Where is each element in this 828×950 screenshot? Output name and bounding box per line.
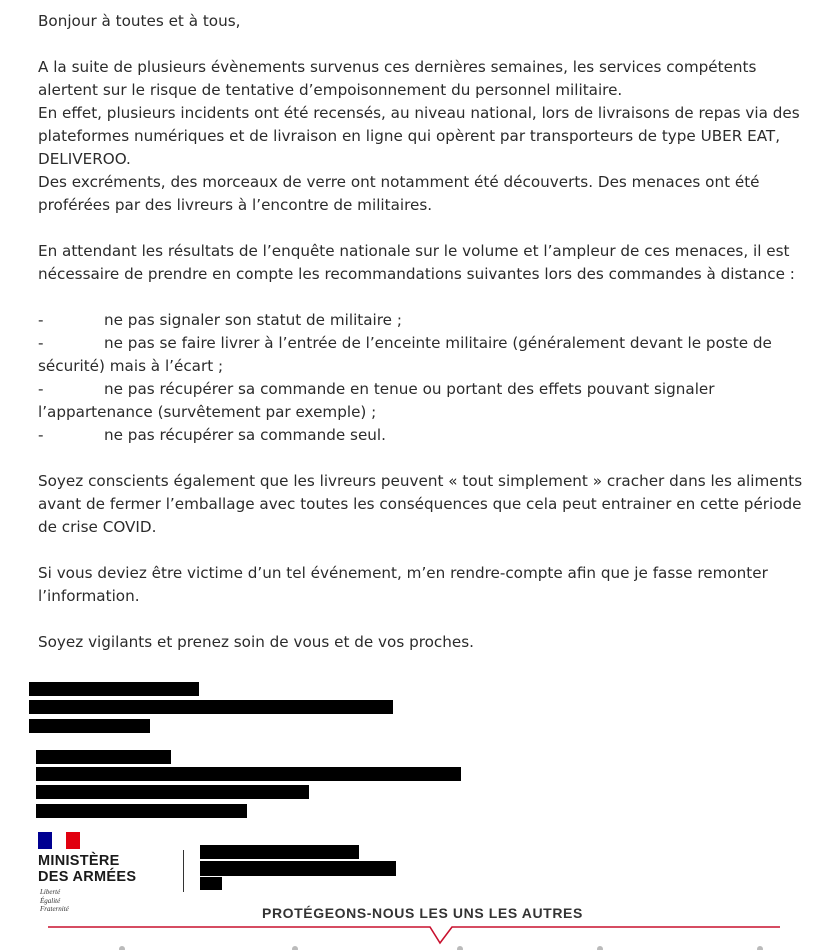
bullet-marker: - (38, 426, 44, 444)
closing-line: Soyez vigilants et prenez soin de vous et de vos proches. (38, 633, 474, 651)
report-line: Si vous deviez être victime d’un tel événement, m’en rendre-compte afin que je fasse remonter (38, 564, 768, 582)
recommendation-item (38, 378, 818, 401)
recommendation-item (38, 332, 818, 355)
warning-line: de crise COVID. (38, 518, 157, 536)
report-paragraph (38, 562, 818, 608)
letter-body (38, 10, 818, 654)
recommendation-text: ne pas récupérer sa commande seul. (104, 426, 386, 444)
report-line: l’information. (38, 587, 140, 605)
logo-divider (183, 850, 184, 892)
footer-dot (597, 946, 603, 950)
flag-blue-band (38, 832, 52, 849)
footer-dot (757, 946, 763, 950)
accent-line-path (48, 927, 780, 943)
greeting: Bonjour à toutes et à tous, (38, 12, 241, 30)
footer-dot (457, 946, 463, 950)
ministry-line: MINISTÈRE (38, 853, 120, 869)
intro-line: En effet, plusieurs incidents ont été recensés, au niveau national, lors de livraisons de repas via des (38, 104, 800, 122)
footer-slogan: PROTÉGEONS-NOUS LES UNS LES AUTRES (262, 905, 583, 921)
redaction-bar (200, 877, 222, 890)
french-flag-icon (38, 832, 80, 849)
intro-line: Des excréments, des morceaux de verre ont notamment été découverts. Des menaces ont été (38, 173, 760, 191)
intro-line: plateformes numériques et de livraison en ligne qui opèrent par transporteurs de type UBER EAT, (38, 127, 781, 145)
redaction-bar (29, 700, 393, 714)
warning-line: avant de fermer l’emballage avec toutes les conséquences que cela peut entrainer en cette période (38, 495, 802, 513)
intro-paragraph (38, 56, 818, 217)
bullet-marker: - (38, 380, 44, 398)
waiting-line: nécessaire de prendre en compte les recommandations suivantes lors des commandes à distance : (38, 265, 795, 283)
ministry-name (38, 853, 136, 885)
flag-white-band (52, 832, 66, 849)
warning-paragraph (38, 470, 818, 539)
redaction-bar (200, 861, 396, 876)
motto-line: Fraternité (40, 905, 69, 913)
recommendation-item (38, 309, 818, 332)
intro-line: A la suite de plusieurs évènements survenus ces dernières semaines, les services compétents (38, 58, 757, 76)
recommendations-list (38, 309, 818, 447)
intro-line: DELIVEROO. (38, 150, 131, 168)
redaction-bar (29, 719, 150, 733)
bullet-marker: - (38, 334, 44, 352)
recommendation-continuation: l’appartenance (survêtement par exemple) ; (38, 403, 377, 421)
waiting-paragraph (38, 240, 818, 286)
footer-dot (292, 946, 298, 950)
footer-dot (119, 946, 125, 950)
footer-dots (0, 944, 828, 950)
intro-line: alertent sur le risque de tentative d’empoisonnement du personnel militaire. (38, 81, 623, 99)
redaction-bar (29, 682, 199, 696)
recommendation-text: ne pas récupérer sa commande en tenue ou portant des effets pouvant signaler (104, 380, 715, 398)
waiting-line: En attendant les résultats de l’enquête nationale sur le volume et l’ampleur de ces menaces, il est (38, 242, 790, 260)
recommendation-text: ne pas signaler son statut de militaire ; (104, 311, 402, 329)
warning-line: Soyez conscients également que les livreurs peuvent « tout simplement » cracher dans les aliments (38, 472, 803, 490)
redaction-bar (36, 767, 461, 781)
republic-motto (40, 888, 69, 914)
ministry-line: DES ARMÉES (38, 869, 137, 885)
redaction-bar (36, 750, 171, 764)
motto-line: Égalité (40, 896, 61, 905)
motto-line: Liberté (40, 888, 61, 896)
redaction-bar (36, 804, 247, 818)
bullet-marker: - (38, 311, 44, 329)
redaction-bar (36, 785, 309, 799)
recommendation-text: ne pas se faire livrer à l’entrée de l’enceinte militaire (généralement devant le poste de (104, 334, 772, 352)
recommendation-continuation: sécurité) mais à l’écart ; (38, 357, 224, 375)
flag-red-band (66, 832, 80, 849)
redaction-bar (200, 845, 359, 859)
recommendation-item (38, 424, 818, 447)
intro-line: proférées par des livreurs à l’encontre de militaires. (38, 196, 433, 214)
